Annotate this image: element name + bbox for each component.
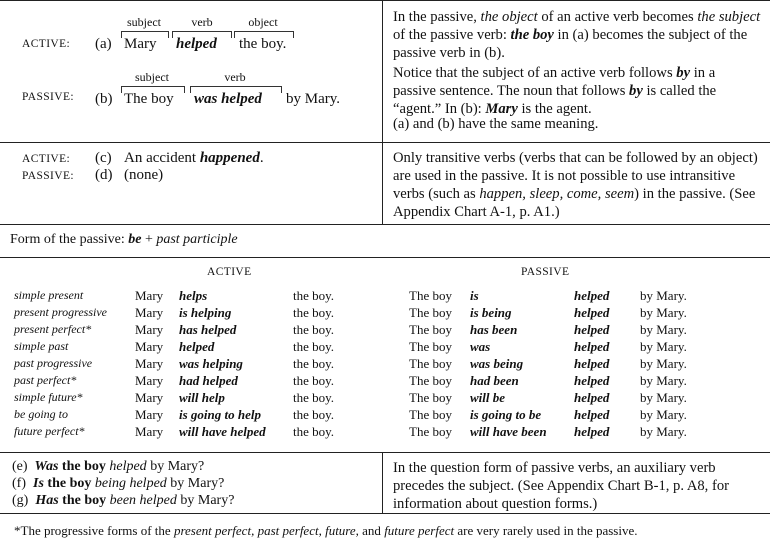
passive-participle: helped [574,305,610,320]
example-e-question: (e) Was the boy helped by Mary? [12,459,205,474]
active-object: the boy. [293,407,335,422]
transitive-explanation-paragraph: Only transitive verbs (verbs that can be followed by an object) are used in the passive. It is not possible to use intransitive verbs (such as happen, sleep, come, seem) in the passive. (See Appendix Chart A-1, p. A1.) [393,150,758,220]
active-verb: has helped [179,322,237,337]
active-verb: will have helped [179,424,266,439]
active-subject: Mary [135,424,164,439]
subject-tag-b: subject [135,70,169,84]
passive-subject: The boy [409,322,452,337]
active-object: the boy. [293,356,335,371]
active-subject: Mary [135,407,164,422]
passive-agent: by Mary. [640,305,687,320]
example-b-subject: The boy [124,91,174,107]
passive-participle: helped [574,339,610,354]
active-object: the boy. [293,305,335,320]
active-object: the boy. [293,288,335,303]
passive-participle: helped [574,424,610,439]
tense-name: present progressive [14,305,107,319]
passive-participle: helped [574,373,610,388]
passive-auxiliary: was [470,339,491,354]
active-subject: Mary [135,322,164,337]
object-tag-a: object [248,15,278,29]
example-a-object: the boy. [239,36,287,52]
active-subject: Mary [135,288,164,303]
example-c-sentence: An accident happened. [124,150,264,166]
example-c-marker: (c) [95,150,112,166]
passive-auxiliary: is going to be [470,407,542,422]
active-object: the boy. [293,373,335,388]
passive-participle: helped [574,390,610,405]
passive-agent: by Mary. [640,356,687,371]
top-border [0,0,770,1]
active-subject: Mary [135,373,164,388]
divider-row1 [0,142,770,143]
active-object: the boy. [293,339,335,354]
passive-subject: The boy [409,356,452,371]
passive-auxiliary: had been [470,373,519,388]
divider-form [0,257,770,258]
passive-explanation-paragraph: In the passive, the object of an active verb becomes the subject of the passive verb: the boy in (a) becomes the subject of the passive verb in (b). [393,9,761,61]
passive-auxiliary: will have been [470,424,547,439]
passive-participle: helped [574,288,610,303]
tense-name: simple past [14,339,69,353]
example-a-subject: Mary [124,36,157,52]
active-subject: Mary [135,305,164,320]
active-verb: is going to help [179,407,261,422]
example-d-marker: (d) [95,167,113,183]
passive-subject: The boy [409,373,452,388]
column-divider-2 [382,452,383,513]
active-verb: helps [179,288,208,303]
active-verb: helped [179,339,215,354]
passive-form-formula: Form of the passive: be + past participle [10,232,238,247]
active-verb: is helping [179,305,232,320]
same-meaning-note: (a) and (b) have the same meaning. [393,116,599,132]
passive-agent: by Mary. [640,390,687,405]
passive-label: PASSIVE: [22,91,74,103]
tense-name: past perfect* [14,373,77,387]
passive-agent: by Mary. [640,288,687,303]
passive-agent: by Mary. [640,407,687,422]
passive-agent: by Mary. [640,373,687,388]
tense-name: simple present [14,288,84,302]
tense-name: simple future* [14,390,83,404]
passive-auxiliary: has been [470,322,518,337]
example-f-question: (f) Is the boy being helped by Mary? [12,476,225,491]
passive-auxiliary: is [470,288,479,303]
active-label-2: ACTIVE: [22,153,71,165]
passive-auxiliary: is being [470,305,512,320]
agent-explanation-paragraph: Notice that the subject of an active verb follows by in a passive sentence. The noun that follows by is called the “agent.” In (b): Mary is the agent. [393,65,717,117]
bottom-border [0,513,770,514]
passive-subject: The boy [409,288,452,303]
divider-table [0,452,770,453]
active-column-header: ACTIVE [207,266,252,278]
column-divider-1 [382,0,383,224]
divider-row2 [0,224,770,225]
passive-auxiliary: was being [470,356,524,371]
example-g-question: (g) Has the boy been helped by Mary? [12,493,235,508]
passive-agent: by Mary. [640,424,687,439]
example-b-agent: by Mary. [286,91,341,107]
passive-subject: The boy [409,390,452,405]
tense-name: past progressive [14,356,93,370]
example-b-verb: was helped [194,91,262,107]
active-subject: Mary [135,356,164,371]
verb-tag-a: verb [191,15,213,29]
tense-name: be going to [14,407,68,421]
passive-participle: helped [574,322,610,337]
subject-tag-a: subject [127,15,161,29]
active-verb: will help [179,390,225,405]
passive-subject: The boy [409,305,452,320]
active-object: the boy. [293,424,335,439]
tense-name: present perfect* [14,322,92,336]
active-object: the boy. [293,322,335,337]
passive-agent: by Mary. [640,339,687,354]
passive-subject: The boy [409,424,452,439]
active-verb: was helping [179,356,243,371]
passive-column-header: PASSIVE [521,266,570,278]
active-verb: had helped [179,373,238,388]
active-object: the boy. [293,390,335,405]
passive-label-2: PASSIVE: [22,170,74,182]
passive-subject: The boy [409,407,452,422]
passive-participle: helped [574,356,610,371]
active-subject: Mary [135,339,164,354]
footnote: *The progressive forms of the present perfect, past perfect, future, and future perfect are very rarely used in the passive. [14,523,638,538]
question-form-explanation: In the question form of passive verbs, an auxiliary verb precedes the subject. (See Appendix Chart B-1, p. A8, for information about question forms.) [393,460,729,512]
passive-subject: The boy [409,339,452,354]
example-d-sentence: (none) [124,167,164,183]
passive-auxiliary: will be [470,390,506,405]
tense-name: future perfect* [14,424,85,438]
active-subject: Mary [135,390,164,405]
passive-participle: helped [574,407,610,422]
example-a-verb: helped [176,36,217,52]
example-b-marker: (b) [95,91,113,107]
verb-tag-b: verb [224,70,246,84]
passive-agent: by Mary. [640,322,687,337]
example-a-marker: (a) [95,36,112,52]
active-label: ACTIVE: [22,38,71,50]
